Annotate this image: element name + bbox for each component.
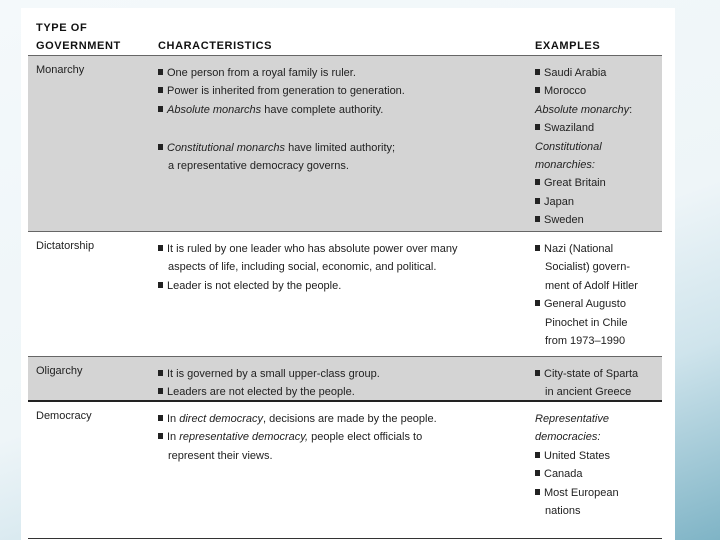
example-line — [535, 82, 660, 100]
bullet-icon — [535, 370, 540, 376]
bullet-icon — [158, 282, 163, 288]
spacer — [158, 119, 518, 139]
examples-cell — [535, 410, 660, 520]
characteristic-line — [158, 447, 518, 465]
text-segment: Swaziland — [544, 122, 595, 135]
bullet-icon — [535, 69, 540, 75]
examples-cell — [535, 240, 660, 350]
text-segment: representative democracy, — [179, 431, 309, 444]
header-type-line1: TYPE OF — [36, 22, 88, 34]
example-line — [535, 138, 660, 156]
bullet-icon — [535, 489, 540, 495]
characteristic-line — [158, 428, 518, 446]
characteristic-line — [158, 410, 518, 428]
example-line — [535, 277, 660, 295]
text-segment: direct democracy — [179, 413, 263, 425]
characteristic-line — [158, 240, 518, 258]
text-segment: Great Britain — [544, 177, 606, 190]
bullet-icon — [535, 470, 540, 476]
example-line — [535, 365, 660, 383]
text-segment: democracies: — [535, 431, 601, 444]
example-line — [535, 295, 660, 313]
example-line — [535, 314, 660, 332]
text-segment: Leader is not elected by the people. — [167, 279, 342, 292]
bullet-icon — [535, 179, 540, 185]
text-segment: Leaders are not elected by the people. — [167, 386, 355, 399]
text-segment: Socialist) govern- — [545, 261, 630, 274]
bullet-icon — [535, 245, 540, 251]
bullet-icon — [535, 124, 540, 130]
bullet-icon — [158, 106, 163, 112]
text-segment: It is governed by a small upper-class group. — [167, 368, 380, 380]
text-segment: in ancient Greece — [545, 386, 632, 399]
bullet-icon — [535, 452, 540, 458]
example-line — [535, 258, 660, 276]
bullet-icon — [535, 300, 540, 306]
characteristics-cell — [158, 240, 518, 295]
text-segment: ment of Adolf Hitler — [545, 279, 638, 292]
example-line — [535, 484, 660, 502]
text-segment: Sweden — [544, 214, 584, 227]
text-segment: have limited authority; — [285, 141, 396, 154]
characteristic-line — [158, 365, 518, 383]
text-segment: from 1973–1990 — [545, 334, 626, 347]
example-line — [535, 410, 660, 428]
bullet-icon — [158, 433, 163, 439]
bullet-icon — [158, 388, 163, 394]
text-segment: a representative democracy governs. — [168, 160, 349, 173]
table-row-democracy — [28, 400, 662, 539]
example-line — [535, 428, 660, 446]
text-segment: Nazi (National — [544, 243, 614, 255]
text-segment: monarchies: — [535, 158, 595, 171]
text-segment: Japan — [544, 195, 574, 208]
text-segment: Saudi Arabia — [544, 67, 607, 79]
bullet-icon — [158, 87, 163, 93]
text-segment: Most European — [544, 486, 619, 499]
bullet-icon — [158, 415, 163, 421]
table-row-oligarchy — [28, 356, 662, 400]
example-line — [535, 119, 660, 137]
characteristics-cell — [158, 64, 518, 175]
example-line — [535, 502, 660, 520]
government-type: Democracy — [36, 410, 92, 422]
text-segment: Pinochet in Chile — [545, 316, 628, 329]
text-segment: : — [629, 103, 633, 116]
header-characteristics: CHARACTERISTICS — [158, 40, 273, 52]
bullet-icon — [158, 245, 163, 251]
government-type: Dictatorship — [36, 240, 95, 252]
text-segment: Power is inherited from generation to generation. — [167, 85, 405, 98]
text-segment: Absolute monarchy — [535, 103, 630, 116]
text-segment: aspects of life, including social, economic, and political. — [168, 261, 437, 274]
table-row-dictatorship — [28, 231, 662, 356]
example-line — [535, 465, 660, 483]
example-line — [535, 156, 660, 174]
text-segment: It is ruled by one leader who has absolute power over many — [167, 243, 458, 255]
government-type: Oligarchy — [36, 365, 83, 377]
text-segment: General Augusto — [544, 298, 626, 311]
text-segment: In — [167, 431, 180, 444]
example-line — [535, 174, 660, 192]
bullet-icon — [158, 370, 163, 376]
table-header — [28, 20, 662, 55]
slide-panel — [21, 8, 675, 540]
examples-cell — [535, 365, 660, 402]
text-segment: United States — [544, 449, 611, 462]
text-segment: people elect officials to — [308, 431, 423, 444]
characteristic-line — [158, 139, 518, 157]
example-line — [535, 211, 660, 229]
characteristic-line — [158, 82, 518, 100]
table-row-monarchy — [28, 55, 662, 231]
text-segment: Constitutional — [535, 140, 602, 153]
characteristic-line — [158, 277, 518, 295]
examples-cell — [535, 64, 660, 230]
text-segment: Morocco — [544, 85, 587, 98]
government-types-table — [28, 20, 662, 539]
text-segment: Representative — [535, 413, 609, 425]
text-segment: have complete authority. — [261, 103, 384, 116]
example-line — [535, 193, 660, 211]
example-line — [535, 447, 660, 465]
example-line — [535, 240, 660, 258]
bullet-icon — [158, 69, 163, 75]
text-segment: , decisions are made by the people. — [263, 413, 437, 425]
header-examples: EXAMPLES — [535, 40, 601, 52]
text-segment: City-state of Sparta — [544, 368, 639, 380]
bullet-icon — [158, 144, 163, 150]
characteristics-cell — [158, 410, 518, 465]
text-segment: In — [167, 413, 180, 425]
example-line — [535, 101, 660, 119]
text-segment: Absolute monarchs — [167, 103, 262, 116]
characteristics-cell — [158, 365, 518, 402]
characteristic-line — [158, 157, 518, 175]
bullet-icon — [535, 216, 540, 222]
characteristic-line — [158, 101, 518, 119]
text-segment: nations — [545, 504, 581, 517]
characteristic-line — [158, 258, 518, 276]
bullet-icon — [535, 198, 540, 204]
text-segment: represent their views. — [168, 449, 273, 462]
government-type: Monarchy — [36, 64, 85, 76]
text-segment: One person from a royal family is ruler. — [167, 67, 356, 79]
bullet-icon — [535, 87, 540, 93]
text-segment: Canada — [544, 468, 583, 481]
text-segment: Constitutional monarchs — [167, 141, 286, 154]
example-line — [535, 64, 660, 82]
example-line — [535, 332, 660, 350]
header-type-line2: GOVERNMENT — [36, 40, 121, 52]
characteristic-line — [158, 64, 518, 82]
